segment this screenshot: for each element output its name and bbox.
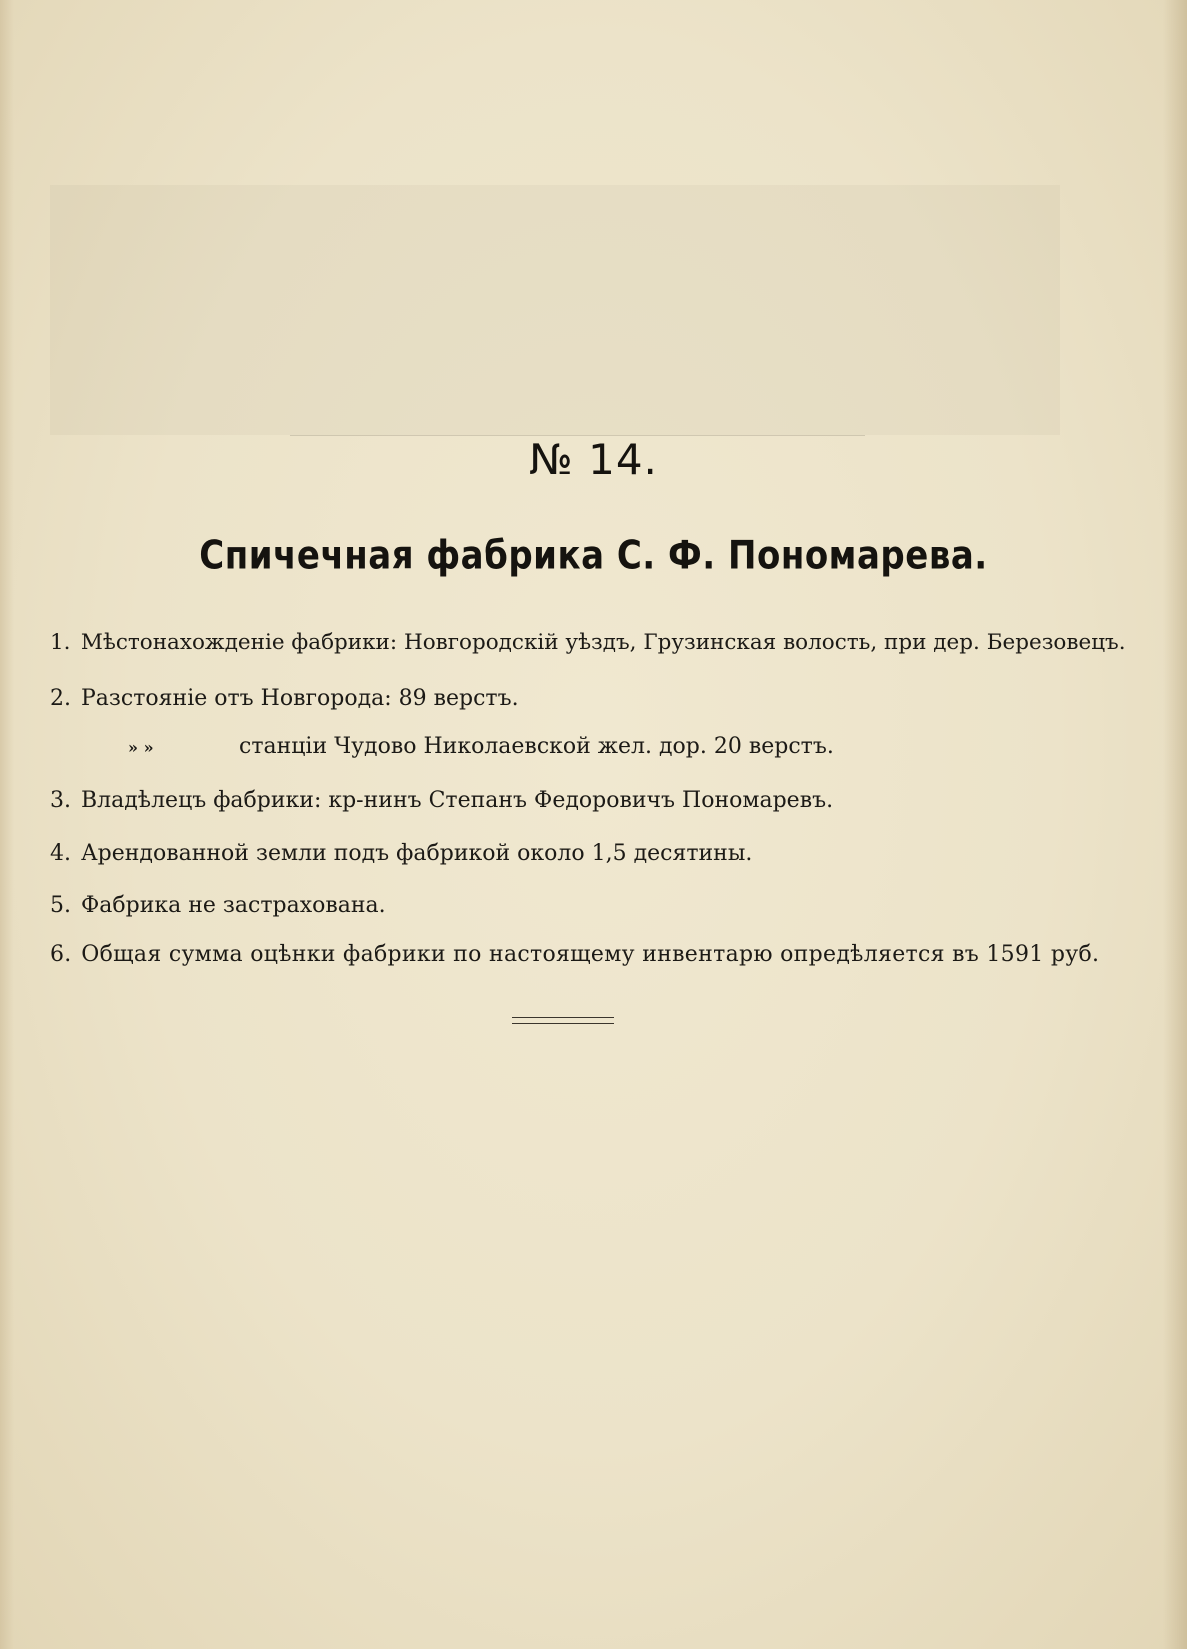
entry-number: 1. bbox=[50, 630, 71, 655]
entry-text: Разстояніе отъ Новгорода: 89 верстъ. bbox=[81, 686, 519, 711]
page-edge-left bbox=[0, 0, 14, 1649]
bleed-through-area bbox=[50, 185, 1060, 435]
entry-location bbox=[50, 629, 1126, 657]
entry-text: Фабрика не застрахована. bbox=[81, 893, 386, 918]
ditto-marks: » » bbox=[128, 738, 154, 757]
section-divider bbox=[512, 1017, 614, 1024]
page-edge-right bbox=[1163, 0, 1187, 1649]
entry-owner bbox=[50, 787, 833, 815]
entry-text: Арендованной земли подъ фабрикой около 1,5 десятины. bbox=[81, 841, 753, 866]
entry-number: 4. bbox=[50, 841, 71, 866]
entry-distance-novgorod bbox=[50, 685, 519, 713]
entry-text: станціи Чудово Николаевской жел. дор. 20 верстъ. bbox=[239, 734, 834, 759]
entry-number: 3. bbox=[50, 788, 71, 813]
entry-valuation bbox=[50, 941, 1099, 969]
entry-land bbox=[50, 840, 752, 868]
entry-number: 2. bbox=[50, 686, 71, 711]
entry-insurance bbox=[50, 892, 386, 920]
entry-text: Общая сумма оцѣнки фабрики по настоящему инвентарю опредѣляется въ 1591 руб. bbox=[81, 942, 1100, 967]
entry-distance-station bbox=[128, 733, 834, 762]
document-title: Спичечная фабрика С. Ф. Пономарева. bbox=[199, 533, 988, 579]
entry-number: 5. bbox=[50, 893, 71, 918]
entry-number: 6. bbox=[50, 942, 72, 967]
entry-text: Владѣлецъ фабрики: кр-нинъ Степанъ Федоровичъ Пономаревъ. bbox=[81, 788, 834, 813]
document-number: № 14. bbox=[529, 435, 658, 484]
entry-text: Мѣстонахожденіе фабрики: Новгородскій уѣздъ, Грузинская волость, при дер. Березовецъ. bbox=[80, 630, 1126, 655]
